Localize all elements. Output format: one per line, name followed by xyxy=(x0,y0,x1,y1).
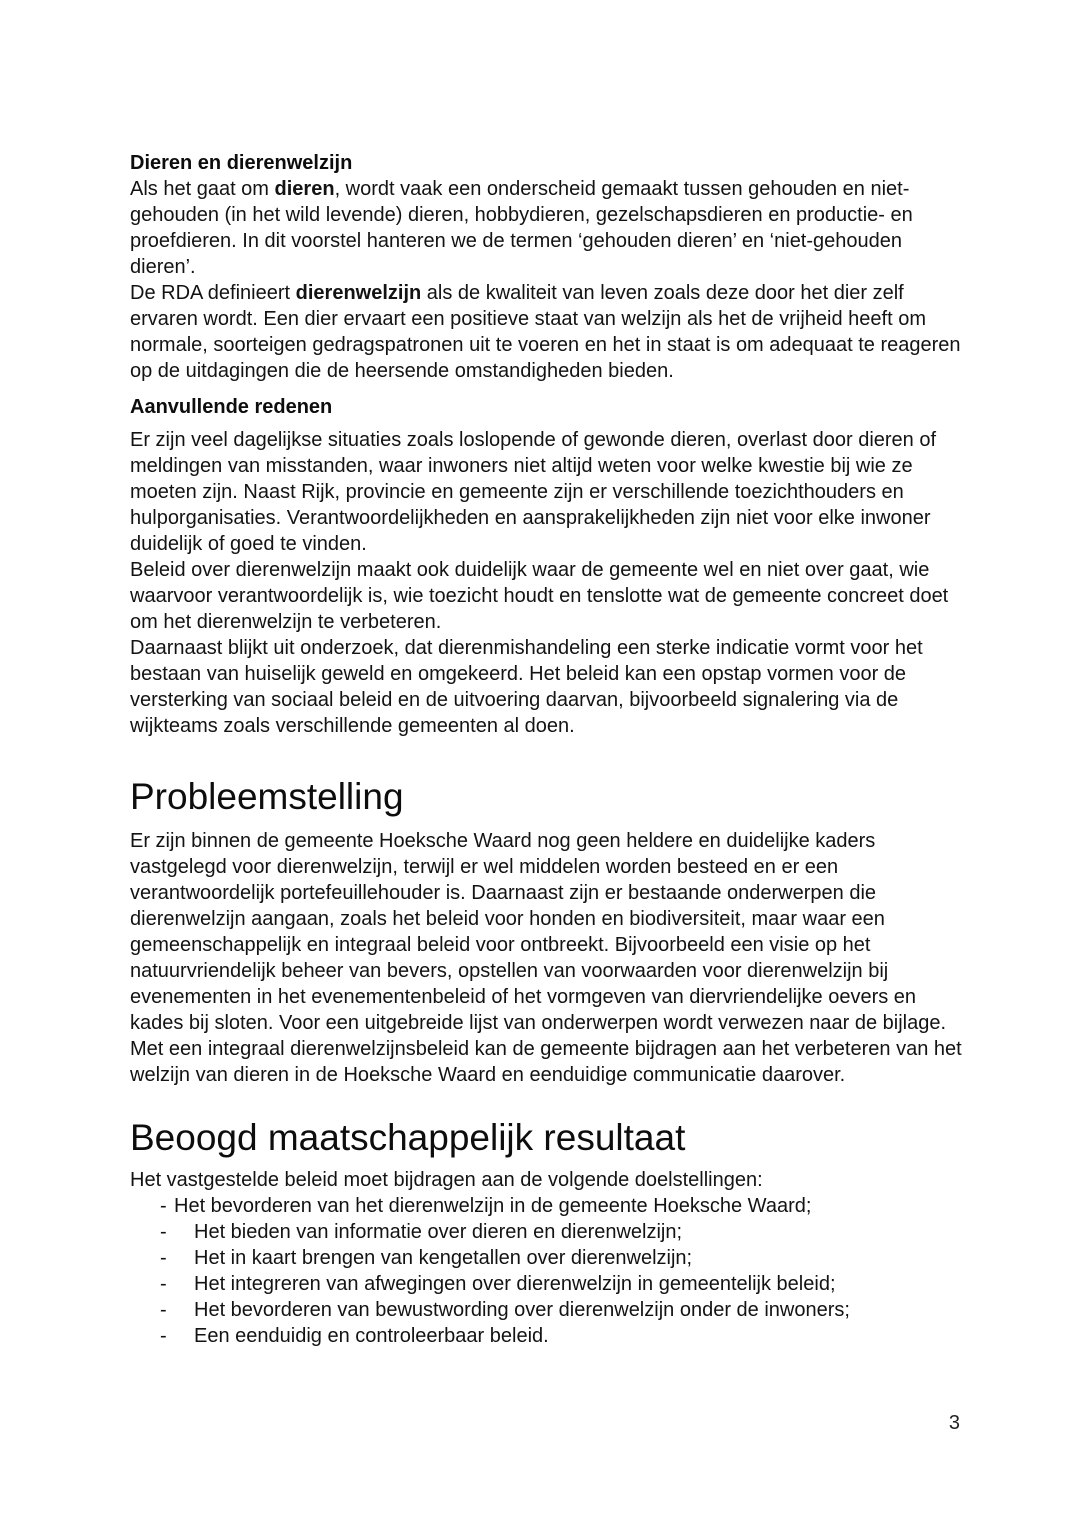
list-item xyxy=(160,1271,963,1297)
bullet-dash: - xyxy=(160,1273,167,1295)
text-run-bold: dieren xyxy=(274,178,335,200)
paragraph: Beleid over dierenwelzijn maakt ook duidelijk waar de gemeente wel en niet over gaat, wie waarvoor verantwoordelijk is, wie toezicht houdt en tenslotte wat de gemeente concreet doet om het dierenwelzijn te verbeteren. xyxy=(130,559,949,633)
paragraph: Daarnaast blijkt uit onderzoek, dat dierenmishandeling een sterke indicatie vormt voor het bestaan van huiselijk geweld en omgekeerd. Het beleid kan een opstap vormen voor de versterking van sociaal beleid en de uitvoering daarvan, bijvoorbeeld signalering via de wijkteams zoals verschillende gemeenten al doen. xyxy=(130,637,923,737)
section-dieren-en-dierenwelzijn xyxy=(130,150,963,384)
list-intro: Het vastgestelde beleid moet bijdragen aan de volgende doelstellingen: xyxy=(130,1169,763,1191)
bullet-dash: - xyxy=(160,1195,167,1217)
goals-list xyxy=(130,1193,963,1349)
list-item-text: Een eenduidig en controleerbaar beleid. xyxy=(194,1325,549,1347)
section-beoogd-resultaat xyxy=(130,1114,963,1349)
list-item xyxy=(160,1193,963,1219)
text-run: als de kwaliteit van leven zoals deze door het dier zelf ervaren wordt. Een dier ervaart een positieve staat van welzijn als het de vrijheid heeft om normale, soorteigen gedragspatronen uit te voeren en het in staat is om adequaat te reageren op de uitdagingen die de heersende omstandigheden bieden. xyxy=(130,282,961,382)
list-item xyxy=(160,1219,963,1245)
page-number: 3 xyxy=(948,1412,960,1434)
text-run-bold: dierenwelzijn xyxy=(295,282,422,304)
list-item-text: Het bieden van informatie over dieren en dierenwelzijn; xyxy=(194,1221,683,1243)
section-aanvullende-redenen xyxy=(130,394,963,739)
bullet-dash: - xyxy=(160,1325,167,1347)
list-item xyxy=(160,1297,963,1323)
list-item xyxy=(160,1323,963,1349)
list-item-text: Het in kaart brengen van kengetallen over dierenwelzijn; xyxy=(194,1247,693,1269)
section-title: Beoogd maatschappelijk resultaat xyxy=(130,1117,686,1158)
list-item-text: Het integreren van afwegingen over dierenwelzijn in gemeentelijk beleid; xyxy=(194,1273,836,1295)
page-title: Probleemstelling xyxy=(130,776,404,817)
text-run: , wordt vaak een onderscheid gemaakt tussen gehouden en niet-gehouden (in het wild levende) dieren, hobbydieren, gezelschapsdieren en productie- en proefdieren. In dit voorstel hanteren we de termen ‘gehouden dieren’ en ‘niet-gehouden dieren’. xyxy=(130,178,913,278)
text-column xyxy=(130,150,963,1349)
paragraph: Er zijn veel dagelijkse situaties zoals loslopende of gewonde dieren, overlast door dieren of meldingen van misstanden, waar inwoners niet altijd weten voor welke kwestie bij wie ze moeten zijn. Naast Rijk, provincie en gemeente zijn er verschillende toezichthouders en hulporganisaties. Verantwoordelijkheden en aansprakelijkheden zijn niet voor elke inwoner duidelijk of goed te vinden. xyxy=(130,429,937,555)
section-heading: Aanvullende redenen xyxy=(130,396,333,418)
bullet-dash: - xyxy=(160,1221,167,1243)
list-item-text: Het bevorderen van bewustwording over dierenwelzijn onder de inwoners; xyxy=(194,1299,850,1321)
list-item xyxy=(160,1245,963,1271)
section-heading: Dieren en dierenwelzijn xyxy=(130,152,353,174)
text-run: De RDA definieert xyxy=(130,282,296,304)
text-run: Als het gaat om xyxy=(130,178,275,200)
paragraph xyxy=(130,176,963,280)
paragraph xyxy=(130,280,963,384)
paragraph: Er zijn binnen de gemeente Hoeksche Waard nog geen heldere en duidelijke kaders vastgelegd voor dierenwelzijn, terwijl er wel middelen worden besteed en er een verantwoordelijk portefeuillehouder is. Daarnaast zijn er bestaande onderwerpen die dierenwelzijn aangaan, zoals het beleid voor honden en biodiversiteit, maar waar een gemeenschappelijk en integraal beleid voor ontbreekt. Bijvoorbeeld een visie op het natuurvriendelijk beheer van bevers, opstellen van voorwaarden voor dierenwelzijn bij evenementen in het evenementenbeleid of het vormgeven van diervriendelijke oevers en kades bij sloten. Voor een uitgebreide lijst van onderwerpen wordt verwezen naar de bijlage. Met een integraal dierenwelzijnsbeleid kan de gemeente bijdragen aan het verbeteren van het welzijn van dieren in de Hoeksche Waard en eenduidige communicatie daarover. xyxy=(130,830,962,1086)
bullet-dash: - xyxy=(160,1247,167,1269)
bullet-dash: - xyxy=(160,1299,167,1321)
section-probleemstelling xyxy=(130,773,963,1088)
list-item-text: Het bevorderen van het dierenwelzijn in de gemeente Hoeksche Waard; xyxy=(174,1195,812,1217)
